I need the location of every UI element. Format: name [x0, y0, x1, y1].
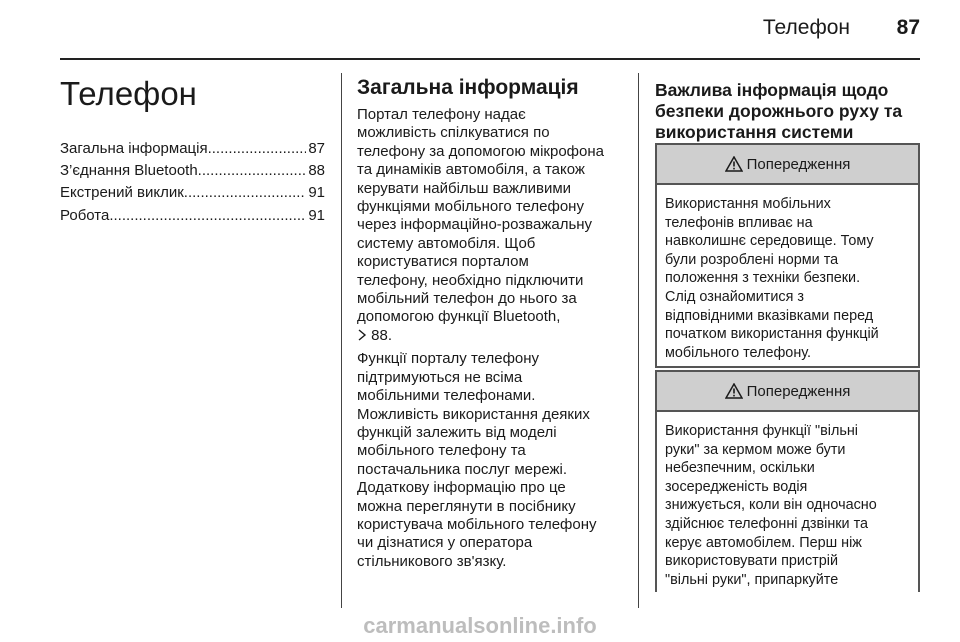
warning-header: [657, 372, 918, 412]
reference-arrow-icon: [357, 329, 367, 341]
cross-reference-page: 88.: [371, 326, 393, 344]
paragraph-intro-text: Портал телефону надає можливість спілкуватися по телефону за допомогою мікрофона та динаміків автомобіля, а також керувати найбільш важливими функціями мобільного телефону через інформаційно-розважальну систему автомобіля. Щоб користуватися порталом телефону, необхідно підключити мобільний телефон до нього за допомогою функції Bluetooth,: [357, 106, 604, 326]
toc-item-page: 91: [308, 184, 325, 202]
warning-header: [657, 145, 918, 185]
page-number: 87: [896, 16, 920, 39]
header-title: Телефон: [762, 16, 850, 39]
toc-leader: [184, 182, 307, 204]
paragraph-support: Функції порталу телефону підтримуються не всіма мобільними телефонами. Можливість використання деяких функцій залежить від моделі мобільного телефону та постачальника послуг мережі. Додаткову інформацію про це можна переглянути в посібнику користувача мобільного телефону чи дізнатися у оператора стільникового зв'язку.: [357, 350, 597, 570]
warning-box-1: [655, 143, 920, 368]
toc-leader: [198, 160, 307, 182]
safety-title: Важлива інформація щодо безпеки дорожнього руху та використання системи: [655, 80, 903, 142]
toc-item-label: Робота: [60, 206, 110, 224]
toc-item-label: З’єднання Bluetooth: [60, 162, 198, 180]
warning-label: Попередження: [746, 155, 851, 173]
toc-item[interactable]: [60, 138, 325, 160]
warning-text: Використання мобільних телефонів впливає на навколишнє середовище. Тому були розроблені норми та положення з техніки безпеки. Слід ознайомитися з відповідними вказівками перед початком використання функцій мобільного телефону.: [665, 196, 879, 361]
warning-text: Використання функції "вільні руки" за кермом може бути небезпечним, оскільки зосередженість водія знижується, коли він одночасно здійснює телефонні дзвінки та керує автомобілем. Перш ніж використовувати пристрій "вільні руки", припаркуйте: [665, 423, 877, 588]
chapter-contents: [60, 74, 325, 227]
toc-item-label: Екстрений виклик: [60, 184, 184, 202]
warning-box-2: [655, 370, 920, 592]
warning-triangle-icon: [725, 383, 743, 399]
warning-label: Попередження: [746, 382, 851, 400]
watermark: carmanualsonline.info: [363, 613, 597, 638]
column-divider-1: [341, 73, 342, 608]
toc-item-page: 91: [308, 206, 325, 224]
toc-leader: [109, 205, 306, 227]
paragraph-intro: [357, 106, 627, 345]
column-divider-2: [638, 73, 639, 608]
warning-triangle-icon: [725, 156, 743, 172]
chapter-title: Телефон: [60, 75, 197, 112]
safety-section: [655, 74, 920, 151]
toc-leader: [208, 138, 307, 160]
section-title: Загальна інформація: [357, 76, 579, 99]
toc-item[interactable]: [60, 160, 325, 182]
toc-item-page: 88: [308, 162, 325, 180]
toc-item[interactable]: [60, 182, 325, 204]
toc-item-label: Загальна інформація: [60, 140, 208, 157]
toc-item-page: 87: [308, 140, 325, 157]
header-divider: [60, 58, 920, 60]
cross-reference[interactable]: [357, 327, 392, 344]
toc-item[interactable]: [60, 205, 325, 227]
general-info-section: [357, 74, 627, 576]
